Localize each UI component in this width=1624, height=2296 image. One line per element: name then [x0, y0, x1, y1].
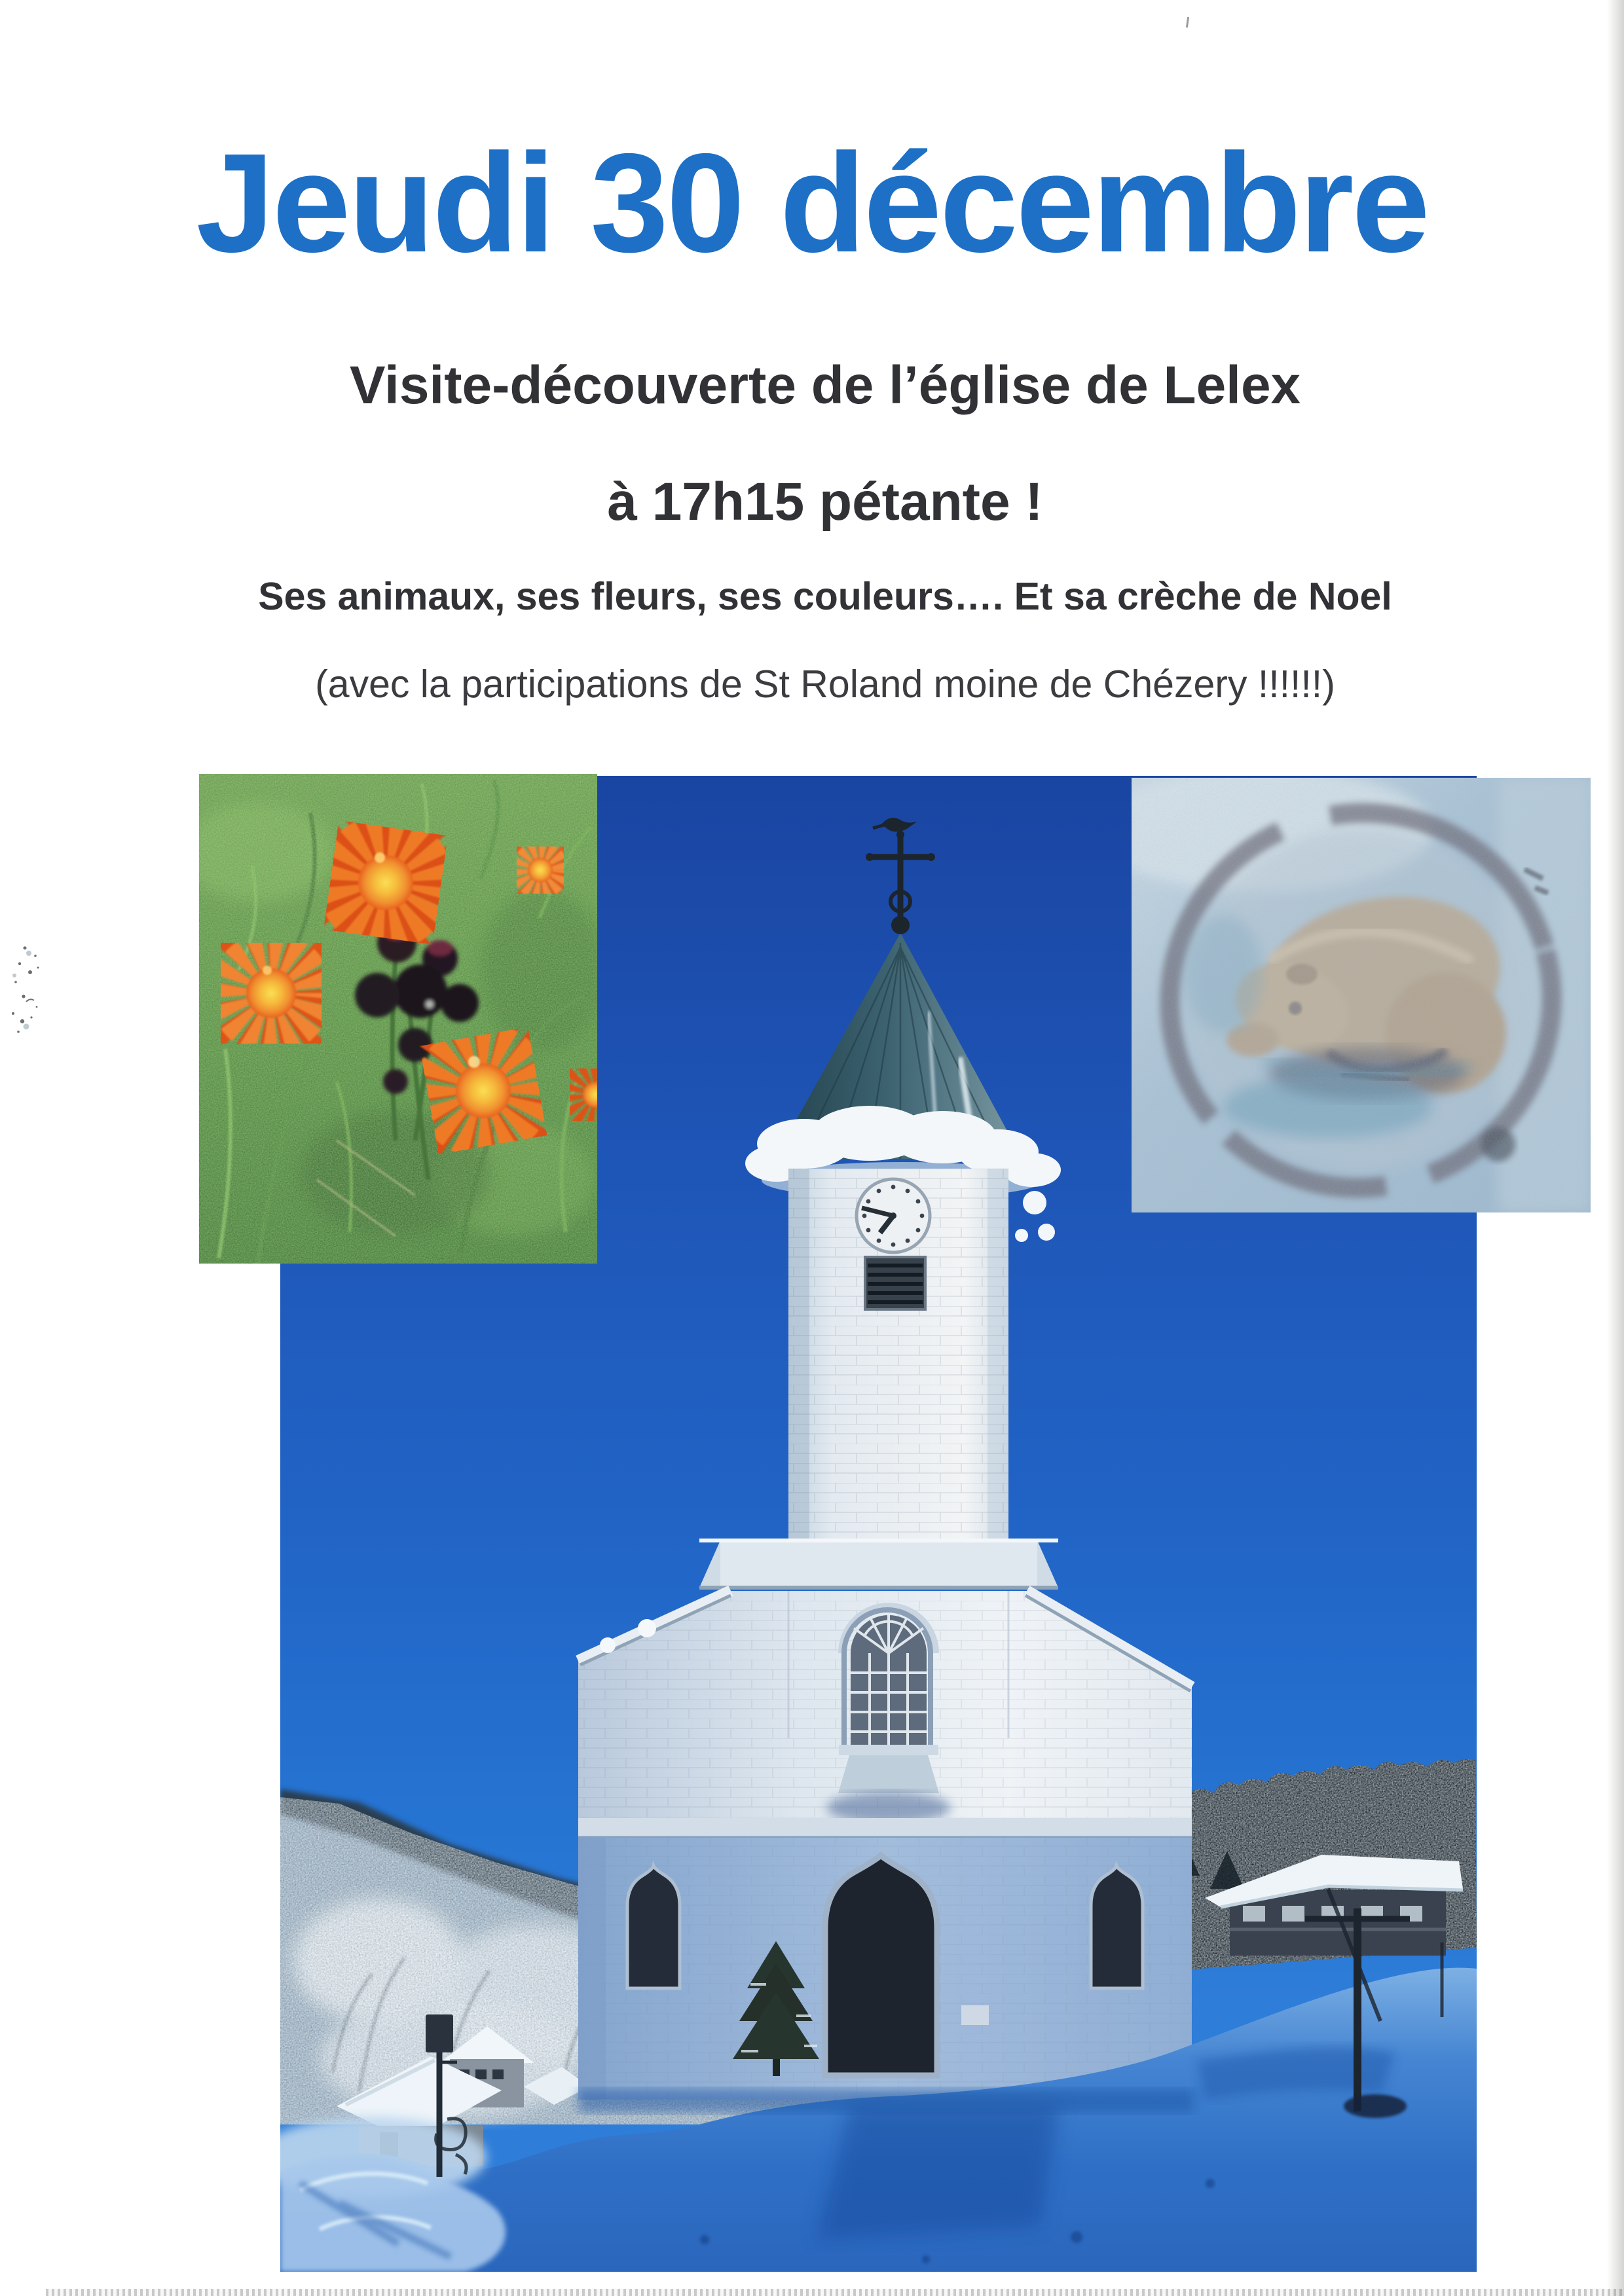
hawkweed-flower	[430, 1038, 536, 1144]
string-course	[578, 1818, 1192, 1838]
flowers-photo	[199, 774, 597, 1264]
tower-cornice	[699, 1540, 1058, 1588]
clock-face	[857, 1179, 930, 1252]
note-line: (avec la participations de St Roland moine de Chézery !!!!!!)	[315, 663, 1335, 706]
side-window-left	[627, 1866, 680, 1988]
hawkweed-flower	[229, 951, 313, 1035]
relief-carving-photo	[1132, 778, 1591, 1212]
details-line: Ses animaux, ses fleurs, ses couleurs…. Et sa crèche de Noel	[258, 575, 1392, 618]
scan-tick-mark	[1186, 17, 1189, 27]
church-door	[825, 1855, 937, 2075]
page-title: Jeudi 30 décembre	[196, 124, 1428, 282]
side-window-right	[1091, 1866, 1143, 1988]
time-line: à 17h15 pétante !	[607, 472, 1043, 532]
scanner-edge-right	[1607, 0, 1624, 2296]
scan-speckles	[0, 936, 85, 1087]
scanner-edge-bottom	[46, 2289, 1624, 2296]
event-line: Visite-découverte de l’église de Lelex	[349, 355, 1301, 415]
hawkweed-flower	[334, 831, 437, 934]
belfry-louver	[865, 1257, 925, 1309]
arched-window	[826, 1606, 951, 1823]
relief-photo-art	[1132, 778, 1591, 1212]
flowers-photo-art	[199, 774, 597, 1264]
door-plaque	[961, 2005, 989, 2025]
